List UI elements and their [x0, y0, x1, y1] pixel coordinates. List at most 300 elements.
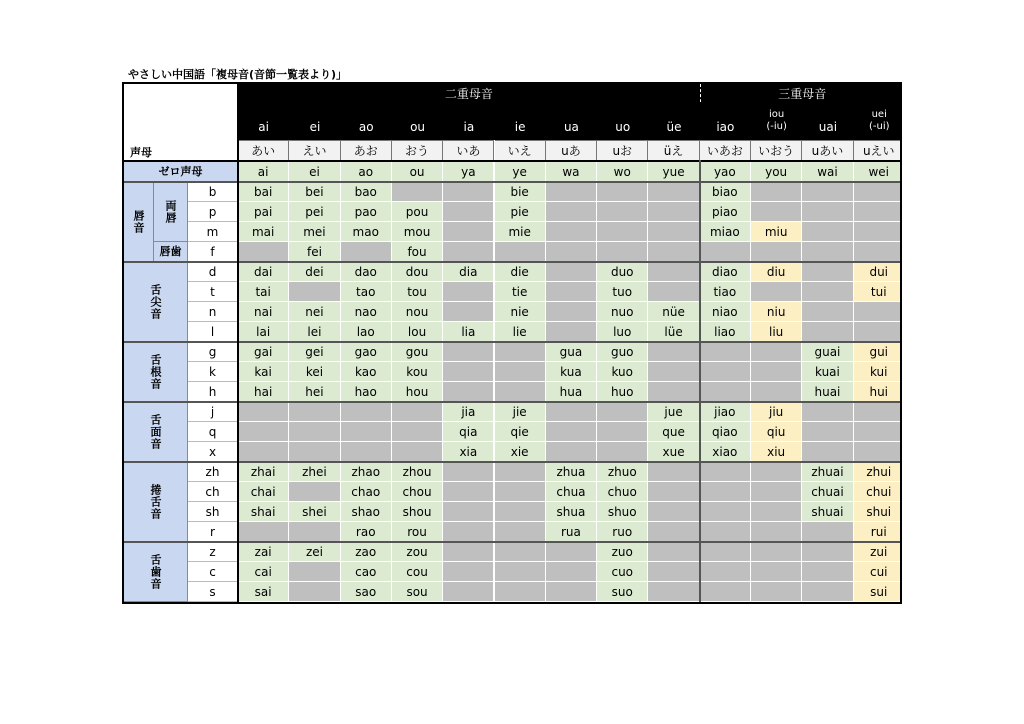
syllable-cell: [443, 182, 494, 202]
syllable-cell: [443, 282, 494, 302]
syllable-cell: lei: [289, 322, 340, 342]
syllable-cell: tou: [392, 282, 443, 302]
initial-cell: f: [188, 242, 238, 262]
subgroup-label: 唇歯: [154, 242, 188, 262]
syllable-cell: [700, 382, 751, 402]
initial-cell: k: [188, 362, 238, 382]
syllable-cell: [495, 242, 546, 262]
syllable-cell: [341, 442, 392, 462]
syllable-cell: cou: [392, 562, 443, 582]
syllable-cell: [546, 222, 597, 242]
syllable-cell: [751, 342, 802, 362]
syllable-cell: [802, 402, 853, 422]
syllable-cell: wei: [854, 162, 902, 182]
syllable-cell: zhao: [341, 462, 392, 482]
syllable-cell: sou: [392, 582, 443, 602]
syllable-cell: [648, 522, 699, 542]
group-separator: [124, 461, 900, 463]
final-header: [341, 102, 392, 140]
final-pinyin: ei: [309, 119, 321, 134]
syllable-cell: [802, 282, 853, 302]
syllable-cell: nou: [392, 302, 443, 322]
syllable-cell: miu: [751, 222, 802, 242]
initial-cell: n: [188, 302, 238, 322]
syllable-cell: [341, 422, 392, 442]
syllable-cell: qia: [443, 422, 494, 442]
syllable-cell: pao: [341, 202, 392, 222]
syllable-cell: gou: [392, 342, 443, 362]
syllable-cell: [854, 242, 902, 262]
syllable-cell: [648, 542, 699, 562]
group-separator: [124, 261, 900, 263]
syllable-cell: [700, 502, 751, 522]
syllable-cell: [648, 502, 699, 522]
syllable-cell: [597, 442, 648, 462]
group-label: 唇音: [124, 182, 154, 262]
syllable-cell: tai: [238, 282, 289, 302]
syllable-cell: kou: [392, 362, 443, 382]
syllable-cell: ai: [238, 162, 289, 182]
syllable-cell: [546, 442, 597, 462]
group-label: 舌面音: [124, 402, 188, 462]
syllable-cell: [392, 182, 443, 202]
syllable-cell: [546, 542, 597, 562]
syllable-cell: [546, 302, 597, 322]
syllable-cell: [238, 402, 289, 422]
syllable-cell: qiao: [700, 422, 751, 442]
final-header: [495, 102, 546, 140]
syllable-cell: [751, 502, 802, 522]
syllable-cell: shei: [289, 502, 340, 522]
syllable-cell: hai: [238, 382, 289, 402]
syllable-cell: [289, 582, 340, 602]
syllable-cell: [700, 582, 751, 602]
final-header: [802, 102, 853, 140]
syllable-cell: zhuo: [597, 462, 648, 482]
syllable-cell: [443, 342, 494, 362]
column-separator: [699, 160, 701, 604]
syllable-cell: [495, 522, 546, 542]
initial-cell: m: [188, 222, 238, 242]
final-header: [751, 102, 802, 140]
syllable-cell: niu: [751, 302, 802, 322]
syllable-cell: [700, 542, 751, 562]
syllable-cell: xue: [648, 442, 699, 462]
syllable-cell: pie: [495, 202, 546, 222]
syllable-cell: cui: [854, 562, 902, 582]
syllable-cell: kui: [854, 362, 902, 382]
syllable-cell: [648, 342, 699, 362]
syllable-cell: [341, 242, 392, 262]
syllable-cell: diao: [700, 262, 751, 282]
syllable-cell: [854, 302, 902, 322]
syllable-cell: [495, 562, 546, 582]
syllable-cell: [751, 482, 802, 502]
initial-cell: p: [188, 202, 238, 222]
syllable-cell: [289, 402, 340, 422]
syllable-cell: jiu: [751, 402, 802, 422]
syllable-cell: gui: [854, 342, 902, 362]
syllable-cell: [546, 182, 597, 202]
syllable-cell: wai: [802, 162, 853, 182]
final-kana: あお: [341, 140, 392, 160]
syllable-cell: [597, 222, 648, 242]
syllable-cell: chuo: [597, 482, 648, 502]
final-pinyin: ai: [258, 119, 269, 134]
syllable-cell: cao: [341, 562, 392, 582]
final-pinyin: ua: [563, 119, 579, 134]
syllable-cell: dui: [854, 262, 902, 282]
syllable-cell: [546, 562, 597, 582]
final-header: [648, 102, 699, 140]
syllable-cell: [700, 562, 751, 582]
syllable-cell: [854, 202, 902, 222]
initial-cell: zh: [188, 462, 238, 482]
syllable-cell: fou: [392, 242, 443, 262]
syllable-cell: tui: [854, 282, 902, 302]
syllable-cell: [700, 482, 751, 502]
syllable-cell: lüe: [648, 322, 699, 342]
syllable-cell: zei: [289, 542, 340, 562]
final-pinyin: uo: [615, 119, 631, 134]
group-label: 舌歯音: [124, 542, 188, 602]
syllable-cell: biao: [700, 182, 751, 202]
syllable-cell: sai: [238, 582, 289, 602]
syllable-cell: huai: [802, 382, 853, 402]
syllable-cell: shuai: [802, 502, 853, 522]
syllable-cell: ye: [495, 162, 546, 182]
final-header: [700, 102, 751, 140]
final-pinyin: ou: [410, 119, 426, 134]
syllable-cell: [802, 322, 853, 342]
syllable-cell: [289, 282, 340, 302]
syllable-cell: jue: [648, 402, 699, 422]
subgroup-label: 両唇: [154, 182, 188, 242]
syllable-cell: [802, 422, 853, 442]
syllable-cell: [443, 382, 494, 402]
syllable-cell: rou: [392, 522, 443, 542]
syllable-cell: [648, 202, 699, 222]
syllable-cell: yao: [700, 162, 751, 182]
syllable-cell: bie: [495, 182, 546, 202]
syllable-cell: guo: [597, 342, 648, 362]
syllable-cell: zui: [854, 542, 902, 562]
syllable-cell: niao: [700, 302, 751, 322]
syllable-cell: fei: [289, 242, 340, 262]
syllable-cell: rua: [546, 522, 597, 542]
syllable-cell: bao: [341, 182, 392, 202]
syllable-cell: duo: [597, 262, 648, 282]
syllable-cell: [700, 522, 751, 542]
syllable-cell: [546, 322, 597, 342]
syllable-cell: miao: [700, 222, 751, 242]
final-kana: uあ: [546, 140, 597, 160]
syllable-cell: [443, 562, 494, 582]
syllable-cell: kua: [546, 362, 597, 382]
syllable-cell: diu: [751, 262, 802, 282]
syllable-cell: sao: [341, 582, 392, 602]
syllable-cell: tiao: [700, 282, 751, 302]
initial-cell: j: [188, 402, 238, 422]
syllable-cell: chao: [341, 482, 392, 502]
final-header: [854, 102, 902, 140]
syllable-cell: [238, 242, 289, 262]
syllable-cell: chuai: [802, 482, 853, 502]
syllable-cell: nuo: [597, 302, 648, 322]
syllable-cell: [495, 502, 546, 522]
syllable-cell: [802, 202, 853, 222]
syllable-cell: [700, 462, 751, 482]
syllable-cell: [238, 422, 289, 442]
syllable-cell: [443, 242, 494, 262]
final-pinyin: ie: [514, 119, 526, 134]
syllable-cell: [751, 242, 802, 262]
final-kana: いえ: [495, 140, 546, 160]
syllable-cell: tuo: [597, 282, 648, 302]
syllable-cell: [495, 482, 546, 502]
syllable-cell: zou: [392, 542, 443, 562]
syllable-cell: [648, 242, 699, 262]
initial-cell: l: [188, 322, 238, 342]
syllable-cell: [751, 282, 802, 302]
syllable-cell: gao: [341, 342, 392, 362]
syllable-cell: nei: [289, 302, 340, 322]
syllable-cell: [802, 242, 853, 262]
syllable-cell: pei: [289, 202, 340, 222]
syllable-cell: lao: [341, 322, 392, 342]
syllable-cell: mei: [289, 222, 340, 242]
syllable-cell: wa: [546, 162, 597, 182]
initial-cell: b: [188, 182, 238, 202]
syllable-cell: zhei: [289, 462, 340, 482]
group-label: 捲舌音: [124, 462, 188, 542]
syllable-cell: [443, 222, 494, 242]
syllable-cell: liao: [700, 322, 751, 342]
syllable-cell: mie: [495, 222, 546, 242]
syllable-cell: [289, 442, 340, 462]
syllable-cell: kuai: [802, 362, 853, 382]
syllable-cell: [597, 402, 648, 422]
syllable-cell: ou: [392, 162, 443, 182]
syllable-cell: zai: [238, 542, 289, 562]
syllable-cell: [648, 482, 699, 502]
syllable-cell: hui: [854, 382, 902, 402]
syllable-cell: [546, 262, 597, 282]
initial-cell: sh: [188, 502, 238, 522]
final-kana: uあい: [802, 140, 853, 160]
syllable-cell: dao: [341, 262, 392, 282]
syllable-cell: [802, 562, 853, 582]
syllable-cell: nai: [238, 302, 289, 322]
final-alt: (-ui): [868, 121, 890, 132]
syllable-cell: dai: [238, 262, 289, 282]
syllable-cell: xia: [443, 442, 494, 462]
initial-cell: s: [188, 582, 238, 602]
syllable-cell: hou: [392, 382, 443, 402]
syllable-cell: [495, 582, 546, 602]
syllable-cell: [802, 582, 853, 602]
syllable-cell: gai: [238, 342, 289, 362]
final-header: [443, 102, 494, 140]
syllable-cell: [751, 202, 802, 222]
syllable-cell: mao: [341, 222, 392, 242]
final-pinyin: ao: [358, 119, 374, 134]
syllable-cell: kai: [238, 362, 289, 382]
group-label: 舌尖音: [124, 262, 188, 342]
final-pinyin: uei: [871, 108, 887, 120]
group-separator: [124, 401, 900, 403]
syllable-cell: [802, 442, 853, 462]
triphthong-title: 三重母音: [700, 86, 902, 102]
syllable-cell: zhui: [854, 462, 902, 482]
final-kana: あい: [238, 140, 289, 160]
syllable-cell: xiu: [751, 442, 802, 462]
syllable-cell: shao: [341, 502, 392, 522]
final-header: [289, 102, 340, 140]
syllable-cell: [238, 522, 289, 542]
syllable-cell: hei: [289, 382, 340, 402]
final-kana: いおう: [751, 140, 802, 160]
syllable-cell: nao: [341, 302, 392, 322]
syllable-cell: chou: [392, 482, 443, 502]
syllable-cell: [751, 562, 802, 582]
syllable-cell: [648, 262, 699, 282]
syllable-cell: kei: [289, 362, 340, 382]
syllable-cell: [495, 542, 546, 562]
final-kana: uお: [597, 140, 648, 160]
final-kana: いあ: [443, 140, 494, 160]
syllable-cell: hao: [341, 382, 392, 402]
syllable-cell: cuo: [597, 562, 648, 582]
syllable-cell: die: [495, 262, 546, 282]
syllable-cell: shuo: [597, 502, 648, 522]
syllable-cell: [546, 282, 597, 302]
syllable-cell: [802, 302, 853, 322]
syllable-cell: dei: [289, 262, 340, 282]
syllable-cell: piao: [700, 202, 751, 222]
syllable-cell: suo: [597, 582, 648, 602]
final-header: [597, 102, 648, 140]
initials-label: 声母: [130, 146, 152, 159]
syllable-cell: ao: [341, 162, 392, 182]
diphthong-title: 二重母音: [238, 86, 700, 102]
syllable-cell: [854, 182, 902, 202]
syllable-cell: nüe: [648, 302, 699, 322]
syllable-cell: yue: [648, 162, 699, 182]
syllable-cell: dia: [443, 262, 494, 282]
syllable-cell: [289, 562, 340, 582]
syllable-cell: zhuai: [802, 462, 853, 482]
syllable-cell: you: [751, 162, 802, 182]
syllable-cell: [700, 342, 751, 362]
syllable-cell: xiao: [700, 442, 751, 462]
syllable-cell: [802, 542, 853, 562]
syllable-cell: guai: [802, 342, 853, 362]
syllable-cell: [597, 202, 648, 222]
syllable-cell: zao: [341, 542, 392, 562]
syllable-cell: lie: [495, 322, 546, 342]
syllable-cell: [546, 402, 597, 422]
page-title: やさしい中国語「複母音(音節一覧表より)」: [128, 68, 348, 81]
final-alt: (-iu): [766, 121, 787, 132]
syllable-cell: qiu: [751, 422, 802, 442]
syllable-cell: [751, 462, 802, 482]
syllable-cell: [443, 542, 494, 562]
syllable-cell: [443, 302, 494, 322]
syllable-cell: [854, 422, 902, 442]
initial-cell: z: [188, 542, 238, 562]
syllable-cell: [392, 402, 443, 422]
syllable-cell: dou: [392, 262, 443, 282]
syllable-cell: [495, 462, 546, 482]
syllable-cell: [443, 502, 494, 522]
final-kana: おう: [392, 140, 443, 160]
syllable-cell: ei: [289, 162, 340, 182]
syllable-cell: [802, 262, 853, 282]
syllable-cell: [648, 462, 699, 482]
syllable-cell: pou: [392, 202, 443, 222]
syllable-cell: huo: [597, 382, 648, 402]
initial-cell: g: [188, 342, 238, 362]
syllable-cell: [648, 562, 699, 582]
final-kana: uえい: [854, 140, 902, 160]
initial-cell: d: [188, 262, 238, 282]
syllable-cell: mai: [238, 222, 289, 242]
group-separator: [124, 341, 900, 343]
final-kana: üえ: [648, 140, 699, 160]
final-pinyin: ia: [463, 119, 475, 134]
syllable-cell: ruo: [597, 522, 648, 542]
syllable-cell: gei: [289, 342, 340, 362]
syllable-cell: chai: [238, 482, 289, 502]
syllable-cell: [751, 542, 802, 562]
syllable-cell: [802, 222, 853, 242]
initial-cell: r: [188, 522, 238, 542]
final-kana: えい: [289, 140, 340, 160]
syllable-cell: ya: [443, 162, 494, 182]
syllable-cell: cai: [238, 562, 289, 582]
syllable-cell: [289, 422, 340, 442]
final-header: [392, 102, 443, 140]
group-label: 舌根音: [124, 342, 188, 402]
syllable-cell: jiao: [700, 402, 751, 422]
final-pinyin: iou: [769, 108, 785, 120]
syllable-cell: shua: [546, 502, 597, 522]
syllable-cell: [289, 482, 340, 502]
syllable-cell: shou: [392, 502, 443, 522]
syllable-cell: [648, 582, 699, 602]
syllable-cell: [751, 382, 802, 402]
syllable-cell: pai: [238, 202, 289, 222]
syllable-cell: [238, 442, 289, 462]
syllable-cell: [751, 522, 802, 542]
final-pinyin: üe: [666, 119, 682, 134]
syllable-cell: [854, 222, 902, 242]
syllable-cell: rao: [341, 522, 392, 542]
syllable-cell: [854, 402, 902, 422]
syllable-cell: gua: [546, 342, 597, 362]
syllable-cell: [443, 582, 494, 602]
final-pinyin: iao: [716, 119, 735, 134]
syllable-cell: jie: [495, 402, 546, 422]
syllable-cell: [443, 482, 494, 502]
initial-cell: q: [188, 422, 238, 442]
syllable-cell: [546, 202, 597, 222]
syllable-cell: [751, 182, 802, 202]
syllable-cell: [443, 202, 494, 222]
initial-cell: c: [188, 562, 238, 582]
syllable-cell: shui: [854, 502, 902, 522]
